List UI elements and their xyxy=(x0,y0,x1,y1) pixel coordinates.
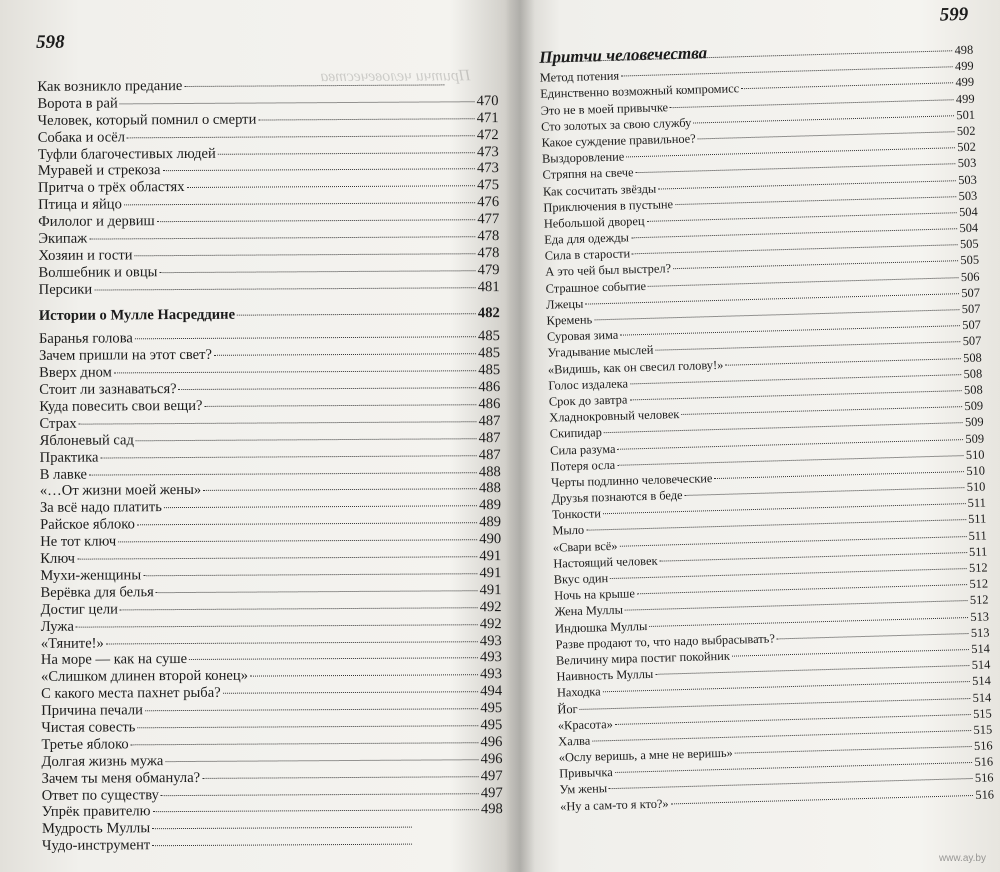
toc-entry-page: 501 xyxy=(956,107,976,122)
toc-entry-title: Настоящий человек xyxy=(553,553,658,571)
toc-entry-page: 496 xyxy=(480,733,503,751)
toc-entry-page: 485 xyxy=(477,328,500,345)
toc-entry-title: Не тот ключ xyxy=(40,533,117,551)
toc-leader xyxy=(187,186,476,189)
toc-entry-page: 475 xyxy=(477,177,500,194)
toc-entry-page: 499 xyxy=(955,91,975,106)
toc-entry-title: Вверх дном xyxy=(39,364,112,382)
toc-entry-title: Наивность Муллы xyxy=(556,666,654,684)
toc-entry-page: 497 xyxy=(480,784,503,801)
toc-leader xyxy=(89,236,475,239)
toc-leader xyxy=(118,539,477,542)
toc-entry-page: 486 xyxy=(478,396,501,413)
toc-leader xyxy=(223,691,479,694)
toc-right-group xyxy=(533,41,1000,814)
toc-leader xyxy=(675,196,957,205)
toc-leader xyxy=(77,556,477,559)
toc-entry-title: Зачем пришли на этот свет? xyxy=(38,347,213,365)
toc-entry-title: Баранья голова xyxy=(38,330,133,348)
toc-leader xyxy=(670,99,954,108)
toc-entry-page: 488 xyxy=(478,480,501,497)
toc-entry-page: 502 xyxy=(957,139,977,155)
toc-entry-page: 472 xyxy=(476,126,499,143)
toc-entry-page: 505 xyxy=(960,253,980,268)
toc-leader xyxy=(127,135,475,138)
toc-entry-page: 485 xyxy=(478,345,501,362)
toc-entry-page: 504 xyxy=(959,220,979,236)
toc-entry-title: Скипидар xyxy=(549,425,603,441)
toc-entry-title: В лавке xyxy=(39,466,88,483)
toc-leader xyxy=(184,84,444,87)
toc-entry-title: Чудо-инструмент xyxy=(41,837,151,855)
toc-entry-page: 498 xyxy=(480,801,503,818)
toc-entry-page: 473 xyxy=(476,160,499,177)
toc-leader xyxy=(685,487,965,496)
toc-entry-title: Кремень xyxy=(546,312,593,328)
toc-entry-page: 486 xyxy=(478,379,501,396)
toc-leader xyxy=(79,421,477,424)
toc-entry-title: Метод потения xyxy=(539,68,620,85)
toc-entry-page: 494 xyxy=(480,683,503,700)
toc-leader xyxy=(153,810,479,813)
toc-leader xyxy=(163,169,476,172)
toc-entry-title: Притча о трёх областях xyxy=(37,179,185,197)
toc-entry-page: 509 xyxy=(964,414,984,430)
toc-entry-title: Лужа xyxy=(40,618,74,635)
toc-entry-title: Величину мира постиг покойник xyxy=(555,648,731,668)
toc-leader xyxy=(655,342,960,352)
toc-entry-title: Еда для одежды xyxy=(544,230,630,247)
toc-leader xyxy=(714,471,964,479)
right-page xyxy=(532,1,1000,853)
toc-entry-title: Разве продают то, что надо выбрасывать? xyxy=(555,631,776,652)
toc-leader xyxy=(157,219,476,222)
toc-leader xyxy=(89,472,477,475)
toc-entry-page: 498 xyxy=(954,42,974,58)
toc-entry-page: 485 xyxy=(478,362,501,379)
toc-entry-title: Лжецы xyxy=(545,296,584,312)
toc-entry-page: 503 xyxy=(957,155,977,171)
toc-section-heading xyxy=(22,305,512,325)
toc-leader xyxy=(189,658,478,661)
toc-left-section-group xyxy=(22,328,515,855)
toc-entry-page: 499 xyxy=(954,58,974,74)
toc-entry-page: 489 xyxy=(479,497,502,514)
toc-entry-title: Это не в моей привычке xyxy=(540,99,669,118)
toc-entry-title: Хладнокровный человек xyxy=(549,407,680,425)
toc-entry-page: 491 xyxy=(479,581,502,599)
toc-entry-title: Индюшка Муллы xyxy=(554,618,648,636)
toc-entry-page: 490 xyxy=(479,531,502,548)
toc-entry-page: 491 xyxy=(479,565,502,582)
toc-entry-title: Черты подлинно человеческие xyxy=(550,471,713,490)
toc-entry-title: Мыло xyxy=(552,523,585,539)
toc-leader xyxy=(143,573,477,576)
toc-entry-title: Персики xyxy=(38,281,93,298)
toc-leader xyxy=(124,202,475,205)
toc-entry-title: «…От жизни моей жены» xyxy=(39,482,202,500)
toc-entry-title: Экипаж xyxy=(38,230,88,247)
toc-entry-title: Причина печали xyxy=(41,702,143,719)
toc-entry-page: 503 xyxy=(958,188,978,203)
toc-entry-page: 493 xyxy=(480,666,503,683)
toc-entry-title: Сила в старости xyxy=(544,246,631,263)
toc-entry-title: Практика xyxy=(39,449,99,466)
toc-entry-title: «Ослу веришь, а мне не веришь» xyxy=(558,745,733,765)
toc-entry-page: 507 xyxy=(962,317,982,333)
toc-leader xyxy=(152,827,412,830)
toc-entry-page: 508 xyxy=(962,350,982,365)
toc-leader xyxy=(671,795,974,804)
toc-entry-title: Собака и осёл xyxy=(37,129,126,146)
toc-leader xyxy=(135,253,476,256)
toc-leader xyxy=(698,131,955,139)
toc-entry-page: 513 xyxy=(970,625,990,640)
toc-leader xyxy=(94,287,476,290)
toc-entry-page: 516 xyxy=(973,738,993,754)
toc-entry-page: 513 xyxy=(970,609,990,624)
toc-entry-page: 510 xyxy=(965,447,985,462)
toc-entry-page: 516 xyxy=(974,754,994,770)
toc-leader xyxy=(648,277,959,287)
toc-entry-title: «Красота» xyxy=(557,716,613,733)
toc-entry-page: 516 xyxy=(975,787,995,802)
toc-entry-title: Мудрость Муллы xyxy=(41,820,151,838)
left-page xyxy=(20,19,515,862)
toc-entry-title: Филолог и дервиш xyxy=(38,213,155,231)
toc-entry-page: 516 xyxy=(974,770,994,786)
toc-leader xyxy=(218,152,475,155)
toc-entry-title: Тонкости xyxy=(551,506,602,522)
toc-leader xyxy=(164,506,477,509)
toc-entry-title: Привычка xyxy=(559,765,613,781)
toc-entry-page: 509 xyxy=(964,398,984,414)
toc-entry-page: 479 xyxy=(477,261,500,279)
toc-leader xyxy=(647,212,958,222)
toc-leader xyxy=(658,180,956,189)
toc-leader xyxy=(636,164,956,174)
toc-entry-page: 497 xyxy=(480,767,503,784)
toc-entry-page: 506 xyxy=(960,269,980,284)
toc-leader xyxy=(156,590,478,593)
toc-entry-title: Птица и яйцо xyxy=(38,196,122,214)
toc-entry-title: Йог xyxy=(557,701,578,717)
toc-entry-title: Как возникло предание xyxy=(37,78,183,95)
toc-leader xyxy=(777,633,969,639)
toc-entry-title: Яблоневый сад xyxy=(39,432,134,449)
toc-entry-title: Потеря осла xyxy=(550,457,616,474)
toc-leader xyxy=(258,118,474,120)
toc-entry-title: «Ну а сам-то я кто?» xyxy=(559,796,669,814)
toc-entry-title: Небольшой дворец xyxy=(543,213,645,231)
toc-entry-page: 478 xyxy=(477,228,500,245)
toc-entry-title: Третье яблоко xyxy=(41,736,129,753)
toc-leader xyxy=(100,455,476,458)
toc-entry-title: Как сосчитать звёзды xyxy=(542,181,657,199)
toc-entry-title: Халва xyxy=(558,733,591,749)
toc-entry-title: Ночь на крыше xyxy=(554,586,636,603)
toc-entry-page: 505 xyxy=(959,236,979,252)
toc-entry-title: Находка xyxy=(556,684,601,700)
toc-leader xyxy=(76,624,478,627)
toc-entry-title: На море — как на суше xyxy=(40,651,188,669)
toc-entry-page: 512 xyxy=(969,592,989,608)
toc-entry-page: 499 xyxy=(955,75,975,90)
toc-entry-title: Ответ по существу xyxy=(41,786,159,804)
toc-entry-title: А это чей был выстрел? xyxy=(545,261,672,280)
toc-leader xyxy=(649,617,968,627)
toc-entry-page: 507 xyxy=(961,285,981,300)
toc-entry-title: Приключения в пустыне xyxy=(543,196,674,215)
toc-entry-title: «Слишком длинен второй конец» xyxy=(40,667,249,686)
toc-leader xyxy=(735,746,972,754)
toc-entry-page: 514 xyxy=(971,641,991,656)
toc-entry-page: 508 xyxy=(963,366,983,381)
toc-entry-page: 504 xyxy=(958,204,978,220)
toc-leader xyxy=(655,665,970,675)
toc-entry-page: 503 xyxy=(958,172,977,187)
toc-entry-page: 492 xyxy=(479,615,502,632)
toc-leader xyxy=(732,649,970,657)
toc-leader xyxy=(693,115,954,123)
toc-entry-page: 512 xyxy=(969,576,989,592)
toc-leader xyxy=(214,354,476,357)
toc-entry-title: Куда повесить свои вещи? xyxy=(39,397,203,415)
toc-leader xyxy=(179,387,477,390)
toc-entry-page: 488 xyxy=(478,463,501,480)
toc-entry-title: Человек, который помнил о смерти xyxy=(37,111,257,129)
toc-entry-title: Туфли благочестивых людей xyxy=(37,145,216,163)
toc-leader xyxy=(137,725,478,728)
toc-leader xyxy=(159,270,475,273)
toc-entry-page: 487 xyxy=(478,446,501,463)
toc-leader xyxy=(202,776,479,779)
toc-leader xyxy=(106,641,478,644)
toc-entry-page: 507 xyxy=(962,333,982,349)
toc-entry-title: Ворота в рай xyxy=(37,95,118,112)
toc-entry-title: Жена Муллы xyxy=(554,603,624,619)
toc-entry-page: 511 xyxy=(967,511,987,527)
toc-entry-page: 515 xyxy=(972,706,992,721)
toc-leader xyxy=(152,844,412,847)
toc-entry xyxy=(22,279,512,299)
toc-entry-page: 510 xyxy=(966,479,986,495)
toc-entry-title: Волшебник и овцы xyxy=(38,263,158,281)
toc-entry-page: 509 xyxy=(965,431,985,446)
toc-entry-title: Какое суждение правильное? xyxy=(541,131,696,150)
toc-entry-title: Вкус один xyxy=(553,571,609,587)
toc-left xyxy=(20,76,515,855)
toc-entry-title: Срок до завтра xyxy=(548,392,628,409)
toc-entry-title: Чистая совесть xyxy=(41,719,136,736)
toc-leader xyxy=(136,438,477,441)
toc-entry-page: 470 xyxy=(476,92,499,110)
toc-entry-page: 491 xyxy=(479,548,502,565)
toc-entry-title: Стряпня на свече xyxy=(542,165,634,183)
toc-entry-page: 492 xyxy=(479,598,502,615)
toc-leader xyxy=(673,261,958,270)
toc-entry-page: 493 xyxy=(479,649,502,666)
toc-entry-title: Райское яблоко xyxy=(40,516,135,534)
toc-leader xyxy=(161,793,479,796)
toc-entry-title: Страх xyxy=(39,415,77,432)
toc-entry-page: 511 xyxy=(968,544,988,559)
toc-leader xyxy=(137,522,477,525)
page-number-right: 599 xyxy=(939,3,969,26)
toc-leader xyxy=(659,552,967,562)
toc-section-title: Истории о Мулле Насреддине xyxy=(38,306,236,324)
toc-entry-title: Стоит ли зазнаваться? xyxy=(39,381,177,399)
toc-entry-page: 502 xyxy=(956,123,976,139)
toc-entry-page: 493 xyxy=(479,632,502,649)
toc-entry-title: Страшное событие xyxy=(545,278,647,296)
toc-entry-page: 511 xyxy=(968,528,987,543)
ghost-running-head: Притчи человечества xyxy=(320,67,471,86)
watermark: www.ay.by xyxy=(938,853,986,864)
toc-leader xyxy=(131,742,479,745)
toc-entry-title: «Тяните!» xyxy=(40,634,104,652)
toc-entry-page: 514 xyxy=(972,673,991,689)
toc-leader xyxy=(741,83,953,90)
toc-entry-title: Сто золотых за свою службу xyxy=(540,115,692,134)
toc-entry-title: Ум жены xyxy=(559,781,608,797)
toc-entry-page: 515 xyxy=(973,722,993,737)
toc-entry-page: 487 xyxy=(478,412,501,430)
toc-entry-page: 478 xyxy=(477,244,500,262)
toc-entry-title: За всё надо платить xyxy=(39,499,162,517)
toc-entry-page: 507 xyxy=(961,301,981,317)
toc-leader xyxy=(165,759,478,762)
toc-entry xyxy=(25,835,515,855)
toc-entry-title: Упрёк правителю xyxy=(41,803,151,821)
toc-leader xyxy=(681,406,962,415)
toc-entry-page: 471 xyxy=(476,109,499,126)
toc-entry-title: «Свари всё» xyxy=(552,538,618,555)
toc-entry-page: 508 xyxy=(963,382,983,398)
toc-leader xyxy=(725,358,961,366)
toc-leader xyxy=(204,404,476,407)
toc-leader xyxy=(120,607,478,610)
toc-leader xyxy=(203,489,477,492)
toc-entry-title: Достиг цели xyxy=(40,601,118,618)
toc-entry-page: 512 xyxy=(968,560,988,576)
toc-entry-page: 476 xyxy=(477,194,500,211)
toc-entry-title: Хозяин и гости xyxy=(38,247,133,264)
toc-entry-title: Единственно возможный компромисс xyxy=(540,81,740,102)
toc-entry-title: Зачем ты меня обманула? xyxy=(41,769,201,787)
toc-entry-title: Угадывание мыслей xyxy=(547,343,654,361)
toc-entry-page: 487 xyxy=(478,429,501,447)
toc-entry-title: Выздоровление xyxy=(541,149,625,166)
toc-section-page: 482 xyxy=(477,304,500,321)
toc-entry-title: Ключ xyxy=(40,550,76,567)
toc-entry-page: 495 xyxy=(480,717,503,734)
toc-entry-title: Сила разума xyxy=(549,441,616,458)
toc-entry-page: 496 xyxy=(480,750,503,767)
toc-entry-page: 477 xyxy=(477,211,500,228)
toc-leader xyxy=(135,337,476,340)
page-number-left: 598 xyxy=(36,31,65,53)
toc-right xyxy=(533,41,1000,814)
toc-leader xyxy=(145,708,478,711)
toc-entry-page: 514 xyxy=(971,657,991,673)
toc-entry-title: Верёвка для белья xyxy=(40,584,154,601)
toc-leader xyxy=(237,313,476,315)
running-head: Притчи человечества xyxy=(538,43,708,67)
toc-entry-title: Муравей и стрекоза xyxy=(37,162,161,180)
toc-leader xyxy=(114,370,476,373)
toc-leader xyxy=(120,101,475,104)
toc-left-first-group xyxy=(20,76,511,299)
toc-entry-title: Голос издалека xyxy=(548,376,629,393)
toc-entry-title: Друзья познаются в беде xyxy=(551,488,683,506)
toc-leader xyxy=(250,674,478,676)
toc-entry-title: С какого места пахнет рыба? xyxy=(41,684,221,703)
toc-entry-title: Долгая жизнь мужа xyxy=(41,752,164,770)
toc-entry-page: 514 xyxy=(972,689,992,705)
toc-entry-page: 495 xyxy=(480,700,503,717)
toc-entry-page: 481 xyxy=(477,278,500,295)
toc-entry-page: 511 xyxy=(967,495,987,511)
toc-entry-title: «Видишь, как он свесил голову!» xyxy=(547,357,724,377)
toc-entry-page: 473 xyxy=(476,143,499,160)
toc-entry-page: 489 xyxy=(479,514,502,531)
toc-entry-title: Суровая зима xyxy=(546,327,619,344)
toc-entry-title: Мухи-женщины xyxy=(40,567,142,584)
toc-entry-page: 510 xyxy=(966,463,986,478)
